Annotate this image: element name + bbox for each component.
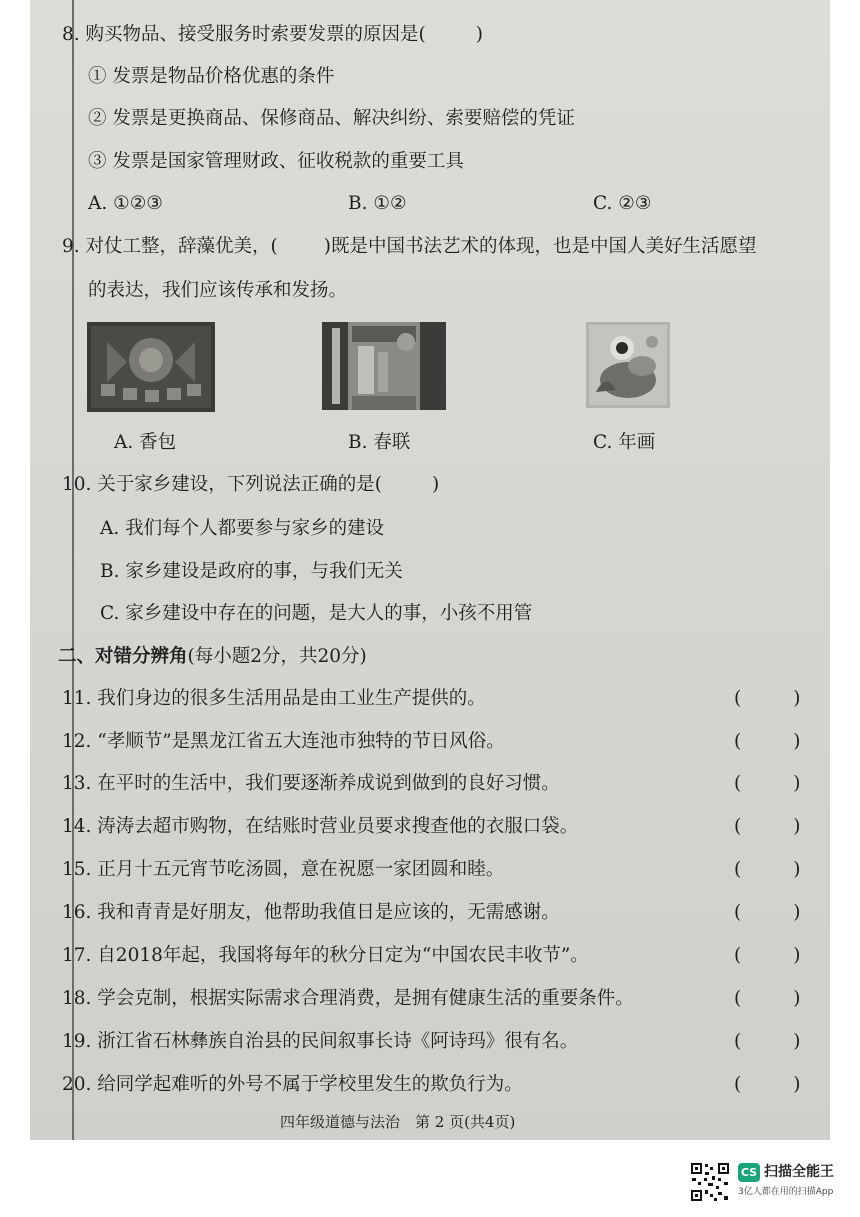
answer-paren-12[interactable] <box>734 731 800 753</box>
answer-paren-20[interactable] <box>734 1074 800 1096</box>
answer-paren-13[interactable] <box>734 773 800 795</box>
q10-option-c: C. 家乡建设中存在的问题，是大人的事，小孩不用管 <box>100 603 533 624</box>
paren-open: ( <box>734 816 742 837</box>
judgment-13: 13. 在平时的生活中，我们要逐渐养成说到做到的良好习惯。 <box>62 773 560 794</box>
paren-close: ) <box>793 859 801 880</box>
q9-stem <box>62 236 756 258</box>
paren-open: ( <box>734 859 742 880</box>
q8-stem-text: 8. 购买物品、接受服务时索要发票的原因是( <box>62 24 426 45</box>
scanner-app-tagline: 3亿人都在用的扫描App <box>738 1187 834 1197</box>
judgment-11: 11. 我们身边的很多生活用品是由工业生产提供的。 <box>62 688 486 709</box>
exam-sheet <box>30 0 830 1140</box>
paren-close: ) <box>793 945 801 966</box>
q9-stem-part-a: 9. 对仗工整，辞藻优美，( <box>62 236 278 257</box>
judgment-15: 15. 正月十五元宵节吃汤圆，意在祝愿一家团圆和睦。 <box>62 859 505 880</box>
paren-close: ) <box>793 988 801 1009</box>
paren-close: ) <box>793 1031 801 1052</box>
paren-open: ( <box>734 688 742 709</box>
paren-close: ) <box>793 902 801 923</box>
section-2-subtitle: (每小题2分，共20分) <box>187 646 367 667</box>
q8-item-2: ② 发票是更换商品、保修商品、解决纠纷、索要赔偿的凭证 <box>88 108 575 129</box>
q9-stem-part-b: )既是中国书法艺术的体现，也是中国人美好生活愿望 <box>323 236 757 257</box>
paren-open: ( <box>734 1031 742 1052</box>
answer-paren-14[interactable] <box>734 816 800 838</box>
answer-paren-19[interactable] <box>734 1031 800 1053</box>
answer-paren-15[interactable] <box>734 859 800 881</box>
q8-option-c: C. ②③ <box>593 193 652 214</box>
paren-open: ( <box>734 773 742 794</box>
q10-option-b: B. 家乡建设是政府的事，与我们无关 <box>100 561 403 582</box>
section-2-title: 二、对错分辨角 <box>58 646 188 667</box>
paren-open: ( <box>734 988 742 1009</box>
page-footer: 四年级道德与法治 第 2 页(共4页) <box>280 1113 516 1131</box>
q8-stem <box>62 24 483 46</box>
q9-option-c: C. 年画 <box>593 432 656 453</box>
answer-paren-16[interactable] <box>734 902 800 924</box>
margin-line <box>72 0 74 1140</box>
answer-paren-17[interactable] <box>734 945 800 967</box>
q10-stem-text: 10. 关于家乡建设，下列说法正确的是( <box>62 474 383 495</box>
q8-option-b: B. ①② <box>348 193 407 214</box>
q9-stem-line-2: 的表达，我们应该传承和发扬。 <box>88 280 348 301</box>
paren-close: ) <box>793 731 801 752</box>
couplet-image <box>322 322 446 410</box>
q8-stem-close: ) <box>475 24 483 45</box>
paren-close: ) <box>793 773 801 794</box>
judgment-16: 16. 我和青青是好朋友，他帮助我值日是应该的，无需感谢。 <box>62 902 560 923</box>
paren-close: ) <box>793 1074 801 1095</box>
q10-stem-close: ) <box>432 474 440 495</box>
scanner-app-name: 扫描全能王 <box>764 1164 834 1180</box>
paren-open: ( <box>734 902 742 923</box>
section-2-heading <box>58 646 367 668</box>
new-year-painting-image <box>586 322 670 408</box>
paren-open: ( <box>734 1074 742 1095</box>
judgment-18: 18. 学会克制，根据实际需求合理消费，是拥有健康生活的重要条件。 <box>62 988 634 1009</box>
judgment-12: 12. “孝顺节”是黑龙江省五大连池市独特的节日风俗。 <box>62 731 505 752</box>
scanner-app-logo: CS <box>738 1163 760 1182</box>
judgment-20: 20. 给同学起难听的外号不属于学校里发生的欺负行为。 <box>62 1074 523 1095</box>
q10-stem <box>62 474 439 496</box>
q8-option-a: A. ①②③ <box>88 193 163 214</box>
q8-item-1: ① 发票是物品价格优惠的条件 <box>88 66 335 87</box>
q9-option-b: B. 春联 <box>348 432 411 453</box>
judgment-19: 19. 浙江省石林彝族自治县的民间叙事长诗《阿诗玛》很有名。 <box>62 1031 579 1052</box>
answer-paren-18[interactable] <box>734 988 800 1010</box>
qr-code-icon <box>690 1162 730 1202</box>
q8-item-3: ③ 发票是国家管理财政、征收税款的重要工具 <box>88 151 464 172</box>
q9-option-a: A. 香包 <box>114 432 177 453</box>
judgment-17: 17. 自2018年起，我国将每年的秋分日定为“中国农民丰收节”。 <box>62 945 589 966</box>
paren-close: ) <box>793 688 801 709</box>
answer-paren-11[interactable] <box>734 688 800 710</box>
sachet-image <box>87 322 215 412</box>
paren-open: ( <box>734 731 742 752</box>
paren-close: ) <box>793 816 801 837</box>
judgment-14: 14. 涛涛去超市购物，在结账时营业员要求搜查他的衣服口袋。 <box>62 816 579 837</box>
paren-open: ( <box>734 945 742 966</box>
q10-option-a: A. 我们每个人都要参与家乡的建设 <box>100 518 385 539</box>
